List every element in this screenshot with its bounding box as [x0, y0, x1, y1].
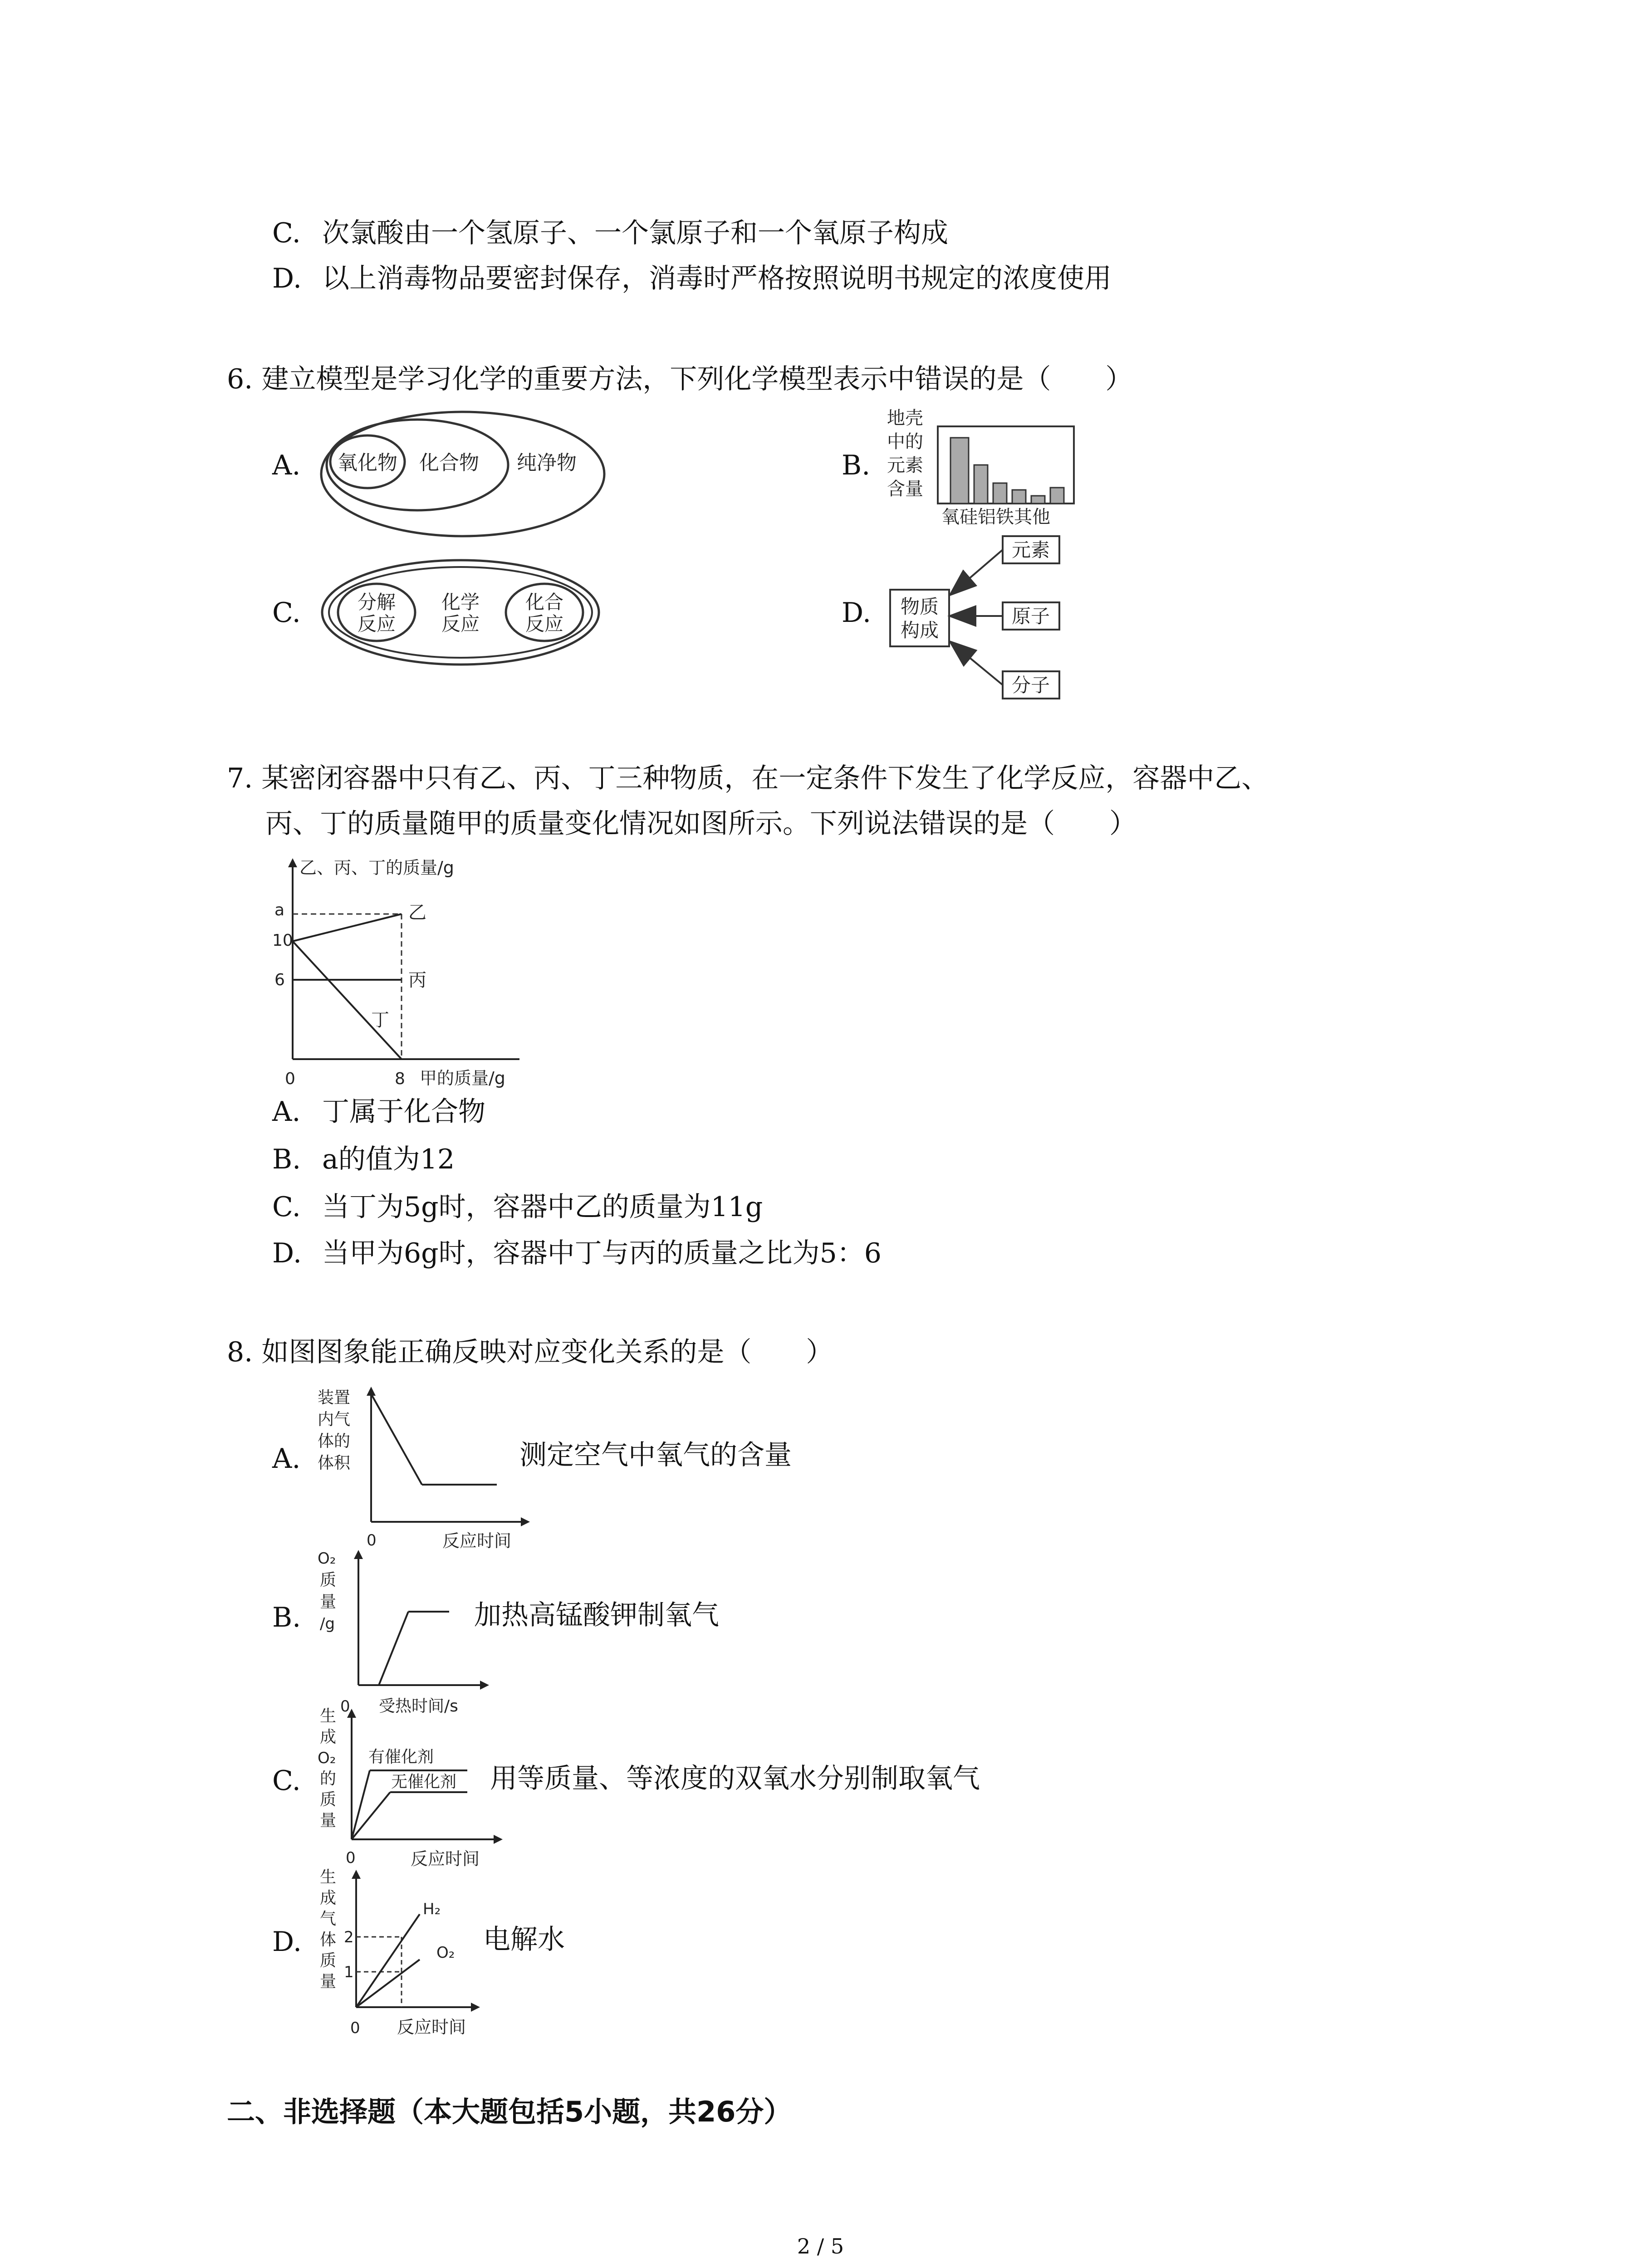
- q7-option-c-letter: C.: [272, 1191, 301, 1223]
- q6-a-inner-label: 氧化物: [338, 451, 397, 474]
- q8-d-line-h2: [356, 1914, 420, 2007]
- q8-option-d-letter: D.: [272, 1926, 302, 1958]
- q7-tick-6: 6: [274, 971, 285, 989]
- q7-label-ding: 丁: [371, 1010, 389, 1031]
- q8-stem: 8. 如图图象能正确反映对应变化关系的是（ ）: [227, 1336, 833, 1368]
- q6-a-middle-label: 化合物: [419, 451, 479, 474]
- q6-stem: 6. 建立模型是学习化学的重要方法，下列化学模型表示中错误的是（ ）: [227, 363, 1133, 395]
- q7-label-yi: 乙: [408, 902, 426, 923]
- q6-c-center-2: 反应: [441, 613, 480, 635]
- q7-line-yi: [293, 914, 402, 941]
- section-heading: 二、非选择题（本大题包括5小题，共26分）: [227, 2095, 792, 2128]
- q8-option-d-graph: [318, 1864, 481, 2046]
- q8-a-ylabel-1: 装置: [318, 1388, 351, 1407]
- q8-c-ylabel-3: O₂: [318, 1749, 336, 1767]
- q7-option-b-letter: B.: [272, 1144, 301, 1175]
- q6-b-ylabel-1: 地壳: [887, 408, 923, 429]
- q8-a-ylabel-2: 内气: [318, 1410, 351, 1429]
- q6-d-item-molecule: 分子: [1011, 674, 1050, 696]
- q7-option-a-letter: A.: [272, 1096, 301, 1128]
- q6-d-main-1: 物质: [900, 596, 939, 618]
- q6-option-b-chart: [887, 406, 1078, 533]
- q8-c-origin: 0: [346, 1849, 356, 1867]
- q8-d-label-h2: H₂: [423, 1900, 441, 1918]
- q6-option-a-diagram: [318, 408, 608, 540]
- q8-d-ylabel-5: 质: [320, 1951, 337, 1970]
- q6-c-left-2: 反应: [357, 613, 396, 635]
- q6-d-item-element: 元素: [1011, 539, 1050, 561]
- q6-a-outer-label: 纯净物: [517, 451, 577, 474]
- q8-c-ylabel-6: 量: [320, 1811, 337, 1830]
- q8-d-origin: 0: [350, 2019, 360, 2037]
- q8-option-c-letter: C.: [272, 1765, 301, 1797]
- q5-option-d-text: 以上消毒物品要密封保存，消毒时严格按照说明书规定的浓度使用: [322, 263, 1112, 294]
- q7-stem-line1: 7. 某密闭容器中只有乙、丙、丁三种物质，在一定条件下发生了化学反应，容器中乙、: [227, 763, 1269, 794]
- q8-a-xlabel: 反应时间: [442, 1531, 512, 1551]
- q8-d-ylabel-2: 成: [320, 1889, 337, 1907]
- q5-option-c-letter: C.: [272, 217, 301, 249]
- q8-a-curve-drop: [371, 1394, 422, 1485]
- q8-d-ylabel-3: 气: [320, 1910, 337, 1928]
- q7-tick-0: 0: [285, 1070, 295, 1088]
- q6-c-right-2: 反应: [525, 613, 564, 635]
- q6-option-d-diagram: [889, 535, 1071, 708]
- q8-b-ylabel-1: O₂: [318, 1549, 336, 1568]
- q8-option-a-text: 测定空气中氧气的含量: [519, 1439, 792, 1471]
- q6-option-a-letter: A.: [272, 450, 301, 481]
- q8-b-ylabel-3: 量: [320, 1593, 337, 1611]
- q8-a-origin: 0: [367, 1531, 377, 1549]
- q7-option-a-text: 丁属于化合物: [322, 1096, 485, 1128]
- q8-option-b-text: 加热高锰酸钾制氧气: [474, 1599, 719, 1631]
- q7-tick-10: 10: [272, 931, 293, 950]
- q6-b-ylabel-4: 含量: [887, 479, 923, 499]
- q8-option-b-graph: [318, 1545, 490, 1717]
- q8-d-ylabel-1: 生: [320, 1868, 337, 1887]
- q5-option-c-text: 次氯酸由一个氢原子、一个氯原子和一个氧原子构成: [322, 217, 948, 249]
- q6-c-center-1: 化学: [441, 591, 480, 613]
- q8-d-tick-1: 1: [344, 1963, 354, 1981]
- q7-tick-8: 8: [395, 1070, 405, 1088]
- q8-c-ylabel-4: 的: [320, 1769, 337, 1788]
- q7-xlabel: 甲的质量/g: [420, 1068, 505, 1088]
- q8-b-xlabel: 受热时间/s: [379, 1697, 458, 1716]
- q6-option-b-letter: B.: [842, 450, 871, 481]
- q6-c-right-1: 化合: [525, 591, 564, 613]
- q8-b-ylabel-4: /g: [320, 1615, 335, 1633]
- page-number: 2 / 5: [797, 2234, 844, 2258]
- q8-option-d-text: 电解水: [483, 1924, 565, 1955]
- q8-c-xlabel: 反应时间: [411, 1849, 480, 1869]
- q8-b-origin: 0: [340, 1697, 350, 1716]
- q8-d-ylabel-6: 量: [320, 1972, 337, 1991]
- q7-tick-a: a: [274, 901, 285, 919]
- q6-b-bar-aluminum: [993, 483, 1007, 503]
- q8-option-c-text: 用等质量、等浓度的双氧水分别制取氧气: [490, 1763, 980, 1794]
- q7-option-c-text: 当丁为5g时，容器中乙的质量为11g: [322, 1191, 763, 1223]
- q7-graph: [272, 857, 526, 1093]
- q6-option-c-diagram: [320, 558, 601, 667]
- q8-c-label-catalyst: 有催化剂: [368, 1748, 434, 1766]
- q6-option-c-letter: C.: [272, 597, 301, 629]
- q7-stem-line2: 丙、丁的质量随甲的质量变化情况如图所示。下列说法错误的是（ ）: [265, 808, 1136, 840]
- q8-a-ylabel-3: 体的: [318, 1432, 351, 1451]
- q8-d-ylabel-4: 体: [320, 1931, 337, 1949]
- q6-b-bar-other: [1050, 488, 1064, 503]
- q6-b-ylabel-3: 元素: [887, 455, 923, 476]
- q6-b-ylabel-2: 中的: [887, 431, 923, 452]
- q6-option-d-letter: D.: [842, 597, 872, 629]
- q7-option-d-letter: D.: [272, 1237, 302, 1269]
- q6-b-bar-silicon: [974, 465, 988, 503]
- q7-option-b-text: a的值为12: [322, 1144, 455, 1175]
- q5-option-d-letter: D.: [272, 263, 302, 294]
- q8-d-label-o2: O₂: [436, 1944, 455, 1962]
- q8-c-ylabel-5: 质: [320, 1790, 337, 1809]
- q6-c-left-1: 分解: [357, 591, 396, 613]
- q8-d-line-o2: [356, 1960, 420, 2007]
- q8-c-ylabel-2: 成: [320, 1728, 337, 1746]
- q8-b-ylabel-2: 质: [320, 1571, 337, 1589]
- q7-option-d-text: 当甲为6g时，容器中丁与丙的质量之比为5：6: [322, 1237, 882, 1269]
- q8-a-ylabel-4: 体积: [318, 1454, 351, 1472]
- q7-label-bing: 丙: [408, 970, 426, 991]
- q6-b-xlabel: 氧硅铝铁其他: [941, 507, 1050, 528]
- q6-b-bar-iron: [1012, 490, 1026, 503]
- q7-ylabel: 乙、丙、丁的质量/g: [299, 858, 454, 878]
- q8-option-c-graph: [318, 1703, 508, 1880]
- q7-line-ding: [293, 941, 402, 1059]
- q8-option-a-letter: A.: [272, 1443, 301, 1475]
- q8-b-curve-rise: [379, 1612, 408, 1685]
- q8-c-ylabel-1: 生: [320, 1707, 337, 1725]
- q8-d-xlabel: 反应时间: [397, 2017, 466, 2037]
- q6-d-item-atom: 原子: [1011, 605, 1050, 627]
- q6-b-bar-small: [1031, 496, 1045, 503]
- q8-option-a-graph: [318, 1381, 531, 1554]
- q8-c-label-nocatalyst: 无催化剂: [391, 1773, 457, 1791]
- q8-option-b-letter: B.: [272, 1602, 301, 1633]
- q8-d-tick-2: 2: [344, 1928, 354, 1946]
- q6-d-main-2: 构成: [900, 619, 939, 641]
- q6-b-bar-oxygen: [950, 438, 969, 503]
